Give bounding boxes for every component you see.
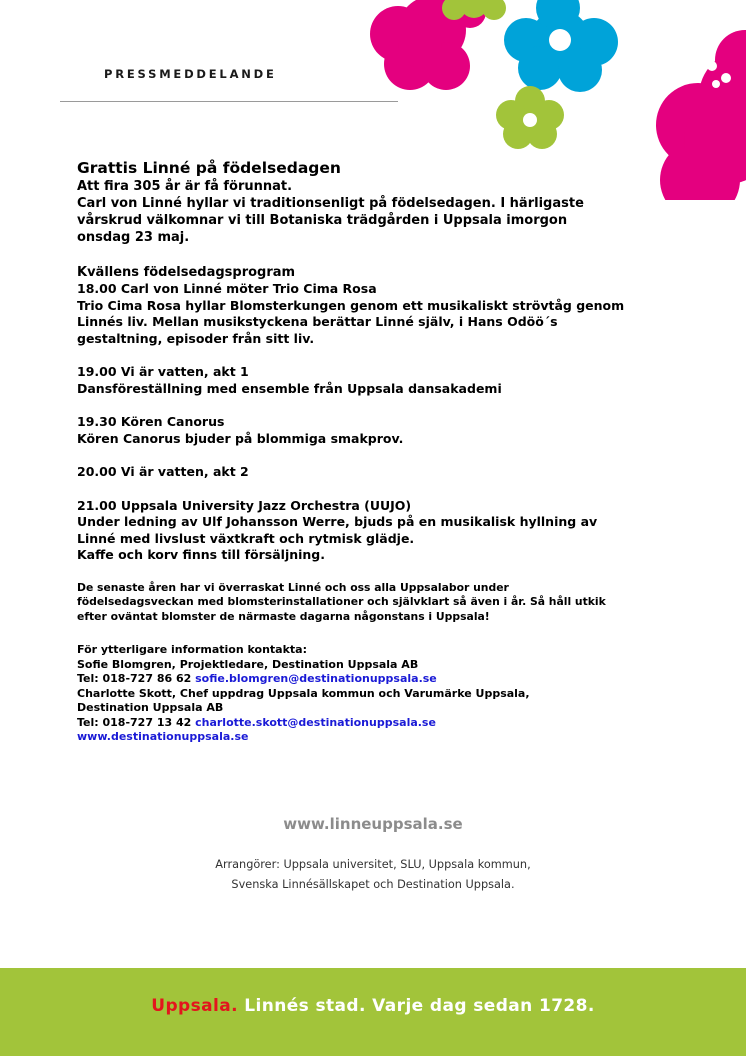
program-line: 19.30 Kören Canorus <box>77 414 225 429</box>
program-line: Under ledning av Ulf Johansson Werre, bjuds på en musikalisk hyllning av <box>77 514 598 529</box>
program-line: Kören Canorus bjuder på blommiga smakprov. <box>77 430 404 446</box>
contact-phone: Tel: 018-727 86 62 <box>77 672 192 685</box>
program-line: Linné med livslust växtkraft och rytmisk glädje. <box>77 530 415 546</box>
organizers <box>0 855 746 895</box>
note-line: efter oväntat blomster de närmaste dagarna någonstans i Uppsala! <box>77 609 490 623</box>
footer-slogan <box>0 996 746 1016</box>
contact-company: Destination Uppsala AB <box>77 701 224 714</box>
footer-banner <box>0 968 746 1056</box>
program-line: Dansföreställning med ensemble från Uppsala dansakademi <box>77 380 502 396</box>
program-item <box>77 364 657 397</box>
email-link[interactable]: sofie.blomgren@destinationuppsala.se <box>195 672 437 685</box>
slogan-text: Linnés stad. Varje dag sedan 1728. <box>244 996 595 1016</box>
lead-line: Att fira 305 år är få förunnat. <box>77 179 293 194</box>
lead-line: Carl von Linné hyllar vi traditionsenligt på födelsedagen. I härligaste <box>77 196 584 211</box>
contact-phone-line <box>77 716 657 731</box>
website-line <box>77 730 657 745</box>
brand-name: Uppsala. <box>151 996 238 1016</box>
note-line: De senaste åren har vi överraskat Linné och oss alla Uppsalabor under <box>77 580 509 594</box>
program-item <box>77 414 657 447</box>
site-url: www.linneuppsala.se <box>283 815 463 833</box>
website-link[interactable]: www.destinationuppsala.se <box>77 730 249 743</box>
contact-person: Charlotte Skott, Chef uppdrag Uppsala kommun och Varumärke Uppsala, <box>77 686 530 700</box>
organizers-line: Arrangörer: Uppsala universitet, SLU, Uppsala kommun, <box>215 858 531 871</box>
press-release-label: PRESSMEDDELANDE <box>104 67 277 81</box>
program-line: Kaffe och korv finns till försäljning. <box>77 547 326 562</box>
email-link[interactable]: charlotte.skott@destinationuppsala.se <box>195 715 436 729</box>
note-paragraph <box>77 581 657 625</box>
program-line: 21.00 Uppsala University Jazz Orchestra (UUJO) <box>77 497 412 513</box>
program-heading: Kvällens födelsedagsprogram <box>77 265 296 280</box>
program-item <box>77 281 657 347</box>
program-line: gestaltning, episoder från sitt liv. <box>77 330 315 346</box>
lead-line: vårskrud välkomnar vi till Botaniska trädgården i Uppsala imorgon <box>77 213 568 228</box>
contact-phone: Tel: 018-727 13 42 <box>77 715 192 729</box>
article-body <box>77 159 657 745</box>
program-item <box>77 498 657 564</box>
program-line: 18.00 Carl von Linné möter Trio Cima Rosa <box>77 281 377 296</box>
lead-line: onsdag 23 maj. <box>77 230 190 245</box>
magenta-flower <box>656 30 746 200</box>
organizers-line: Svenska Linnésällskapet och Destination Uppsala. <box>231 878 515 891</box>
article-title: Grattis Linné på födelsedagen <box>77 159 341 177</box>
contact-phone-line <box>77 672 657 687</box>
program-line: 19.00 Vi är vatten, akt 1 <box>77 364 249 379</box>
program-line: Trio Cima Rosa hyllar Blomsterkungen genom ett musikaliskt strövtåg genom <box>77 297 625 313</box>
contact-block <box>77 643 657 745</box>
note-line: födelsedagsveckan med blomsterinstallationer och självklart så även i år. Så håll utkik <box>77 595 606 608</box>
contact-person: Sofie Blomgren, Projektledare, Destination Uppsala AB <box>77 657 419 671</box>
contact-heading: För ytterligare information kontakta: <box>77 643 307 656</box>
program-line: 20.00 Vi är vatten, akt 2 <box>77 464 249 479</box>
program-line: Linnés liv. Mellan musikstyckena berättar Linné själv, i Hans Odöö´s <box>77 314 558 329</box>
lime-flower-top <box>442 0 506 20</box>
program-item <box>77 464 657 481</box>
header-divider <box>60 101 398 102</box>
